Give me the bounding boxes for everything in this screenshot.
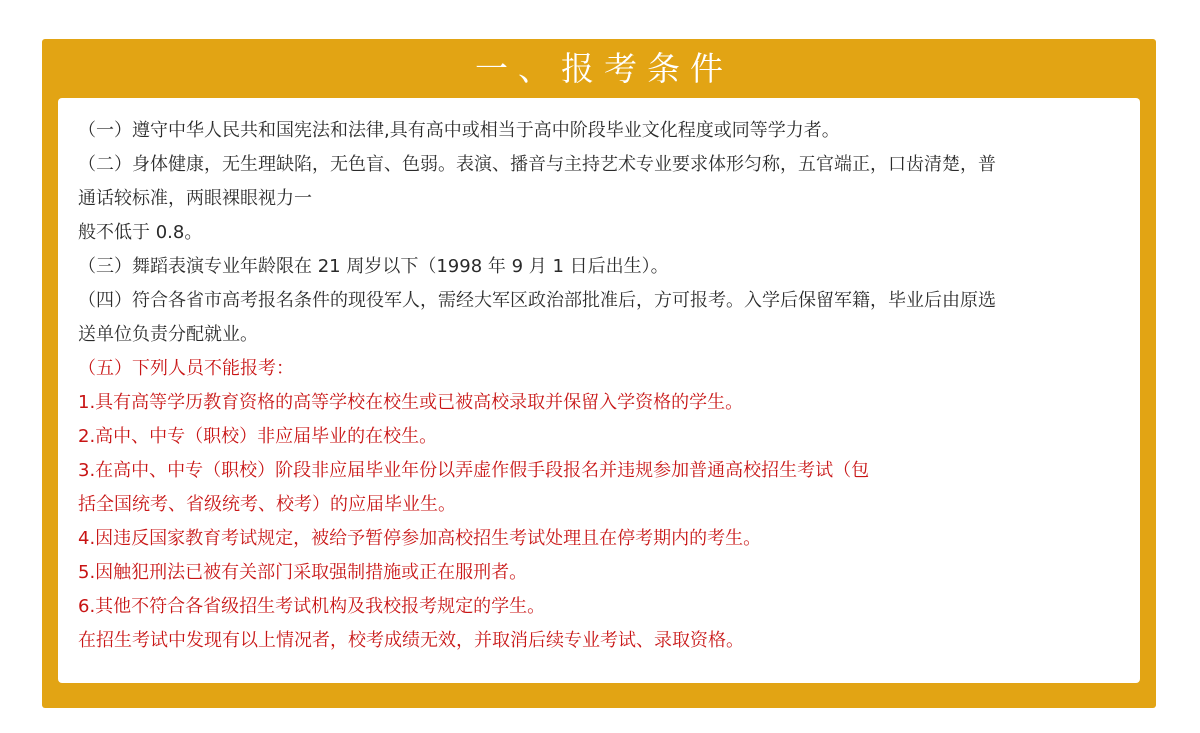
text-line: （二）身体健康，无生理缺陷，无色盲、色弱。表演、播音与主持艺术专业要求体形匀称，五官端正，口齿清楚，普 (78, 154, 996, 175)
restriction-item: 1.具有高等学历教育资格的高等学校在校生或已被高校录取并保留入学资格的学生。 (78, 392, 744, 413)
restriction-item: 5.因触犯刑法已被有关部门采取强制措施或正在服刑者。 (78, 562, 528, 583)
requirements-card (42, 39, 1156, 708)
text-line: （一）遵守中华人民共和国宪法和法律,具有高中或相当于高中阶段毕业文化程度或同等学力者。 (78, 120, 840, 141)
text-line: 般不低于 0.8。 (78, 222, 203, 243)
text-line: （三）舞蹈表演专业年龄限在 21 周岁以下（1998 年 9 月 1 日后出生）。 (78, 256, 669, 277)
text-line: （四）符合各省市高考报名条件的现役军人，需经大军区政治部批准后，方可报考。入学后保留军籍，毕业后由原选 (78, 290, 996, 311)
text-line: 送单位负责分配就业。 (78, 324, 258, 345)
section-title: 一、报考条件 (475, 49, 733, 88)
restriction-item: 2.高中、中专（职校）非应届毕业的在校生。 (78, 426, 438, 447)
restriction-item: 4.因违反国家教育考试规定，被给予暂停参加高校招生考试处理且在停考期内的考生。 (78, 528, 762, 549)
restriction-note: 在招生考试中发现有以上情况者，校考成绩无效，并取消后续专业考试、录取资格。 (78, 630, 744, 651)
restriction-item: 6.其他不符合各省级招生考试机构及我校报考规定的学生。 (78, 596, 546, 617)
restriction-heading: （五）下列人员不能报考： (78, 358, 294, 379)
content-panel (58, 98, 1140, 683)
restriction-item: 括全国统考、省级统考、校考）的应届毕业生。 (78, 494, 456, 515)
text-line: 通话较标准，两眼裸眼视力一 (78, 188, 312, 209)
restriction-item: 3.在高中、中专（职校）阶段非应届毕业年份以弄虚作假手段报名并违规参加普通高校招生考试（包 (78, 460, 870, 481)
requirements-text (78, 114, 1128, 658)
